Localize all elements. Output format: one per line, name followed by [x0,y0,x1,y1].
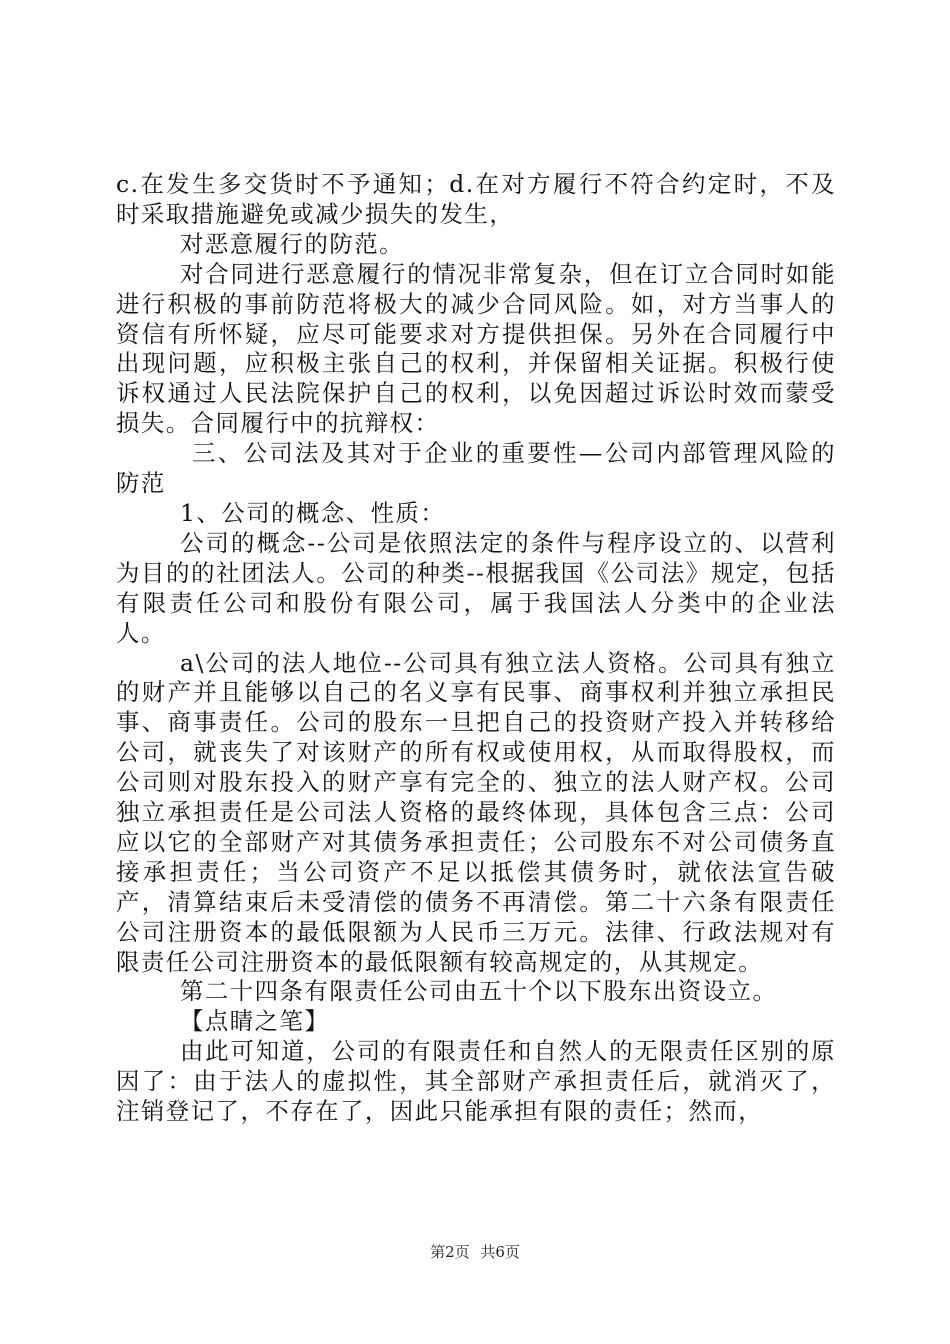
page-number: 第2页 [430,1243,470,1261]
page-footer [0,1241,950,1262]
paragraph-performance-duties: c.在发生多交货时不予通知；d.在对方履行不符合约定时，不及时采取措施避免或减少损失的发生， [116,170,836,228]
paragraph-malicious-performance-heading: 对恶意履行的防范。 [180,229,405,258]
paragraph-article-24: 第二十四条有限责任公司由五十个以下股东出资设立。 [180,977,778,1006]
document-body [116,170,836,1127]
paragraph-malicious-performance-prevention: 对合同进行恶意履行的情况非常复杂，但在订立合同时如能进行积极的事前防范将极大的减少合同风险。如，对方当事人的资信有所怀疑，应尽可能要求对方提供担保。另外在合同履行中出现问题，应积极主张自己的权利，并保留相关证据。积极行使诉权通过人民法院保护自己的权利，以免因超过诉讼时效而蒙受损失。合同履行中的抗辩权： [116,259,836,438]
paragraph-company-concept: 公司的概念--公司是依照法定的条件与程序设立的、以营利为目的的社团法人。公司的种类--根据我国《公司法》规定，包括有限责任公司和股份有限公司，属于我国法人分类中的企业法人。 [116,528,836,647]
subheading-company-concept: 1、公司的概念、性质： [180,498,446,527]
total-pages: 共6页 [480,1243,520,1261]
section-heading-company-law: 三、公司法及其对于企业的重要性—公司内部管理风险的防范 [116,439,836,498]
paragraph-limited-liability-explanation: 由此可知道，公司的有限责任和自然人的无限责任区别的原因了：由于法人的虚拟性，其全部财产承担责任后，就消灭了，注销登记了，不存在了，因此只能承担有限的责任；然而， [116,1037,836,1126]
paragraph-legal-person-status: a\公司的法人地位--公司具有独立法人资格。公司具有独立的财产并且能够以自己的名义享有民事、商事权利并独立承担民事、商事责任。公司的股东一旦把自己的投资财产投入并转移给公司，就丧失了对该财产的所有权或使用权，从而取得股权，而公司则对股东投入的财产享有完全的、独立的法人财产权。公司独立承担责任是公司法人资格的最终体现，具体包含三点：公司应以它的全部财产对其债务承担责任；公司股东不对公司债务直接承担责任；当公司资产不足以抵偿其债务时，就依法宣告破产，清算结束后未受清偿的债务不再清偿。第二十六条有限责任公司注册资本的最低限额为人民币三万元。法律、行政法规对有限责任公司注册资本的最低限额有较高规定的，从其规定。 [116,648,836,976]
paragraph-highlight-label: 【点睛之笔】 [180,1007,330,1036]
